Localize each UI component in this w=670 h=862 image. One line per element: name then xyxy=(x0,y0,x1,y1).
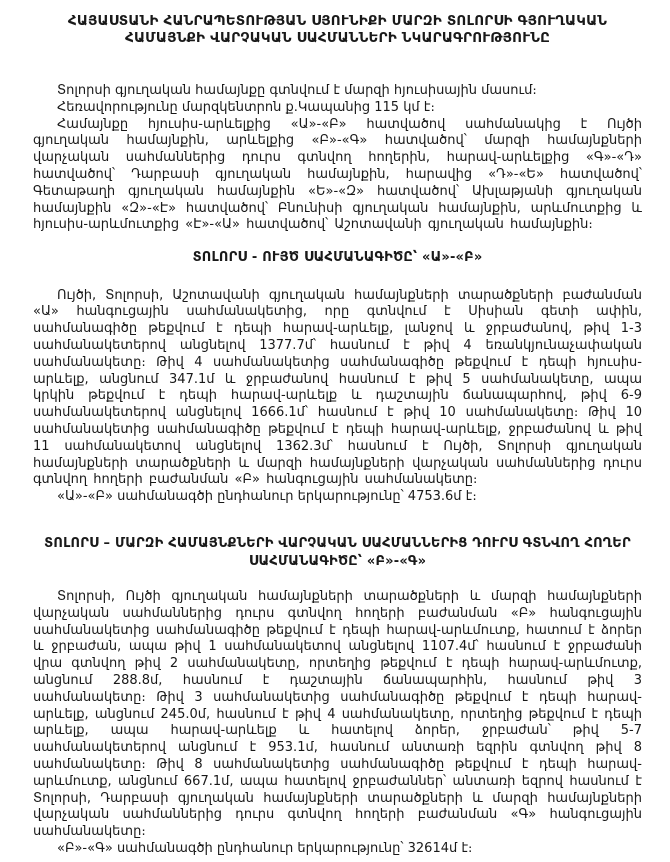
section1-total-length-line: «Ա»-«Բ» սահմանագծի ընդհանուր երկարությունը՝ 4753.6մ է։ xyxy=(57,489,477,505)
section1-body-paragraph: Ույծի, Տոլորսի, Աշոտավանի գյուղական համայնքների տարածքների բաժանման «Ա» հանգուցային սահմանակետից, որը գտնվում է Սիսիան գետի ափին, սահմանագիծը թեքվում է դեպի հարավ-արևելք, լանջով և ջրբաժանով, թիվ 1-3 սահմանակետերով անցնելով 1377.7մ՝ հասնում է թիվ 4 եռանկյունաչափական սահմանակետը։ Թիվ 4 սահմանակետից սահմանագիծը թեքվում է դեպի հյուսիս-արևելք, անցնում 347.1մ և ջրբաժանով հասնում է թիվ 5 սահմանակետը, ապա կրկին թեքվում է դեպի հարավ-արևելք և դաշտային ճանապարհով, թիվ 6-9 սահմանակետերով անցնելով 1666.1մ՝ հասնում է թիվ 10 սահմանակետը։ Թիվ 10 սահմանակետից սահմանագիծը թեքվում է դեպի հարավ-արևելք, ջրբաժանով և թիվ 11 սահմանակետով անցնելով 1362.3մ՝ հասնում է Ույծի, Տոլորսի գյուղական համայնքների տարածքների և մարզի համայնքների վարչական սահմաններից դուրս գտնվող հողերի բաժանման «Բ» հանգուցային սահմանակետը։ xyxy=(33,287,642,488)
document-title: ՀԱՅԱՍՏԱՆԻ ՀԱՆՐԱՊԵՏՈՒԹՅԱՆ ՍՅՈՒՆԻՔԻ ՄԱՐԶԻ ՏՈԼՈՐՍԻ ԳՅՈՒՂԱԿԱՆ ՀԱՄԱՅՆՔԻ ՎԱՐՉԱԿԱՆ ՍԱՀՄԱՆՆԵՐԻ ՆԿԱՐԱԳՐՈՒԹՅՈՒՆԸ xyxy=(67,13,608,46)
section2-total-length-line: «Բ»-«Գ» սահմանագծի ընդհանուր երկարությունը՝ 32614մ է։ xyxy=(57,840,473,856)
section1-heading: ՏՈԼՈՐՍ - ՈՒՅԾ ՍԱՀՄԱՆԱԳԻԾԸ՝ «Ա»-«Բ» xyxy=(192,250,483,266)
intro-borders-paragraph: Համայնքը հյուսիս-արևելքից «Ա»-«Բ» հատվածով սահմանակից է Ույծի գյուղական համայնքին, արևելքից «Բ»-«Գ» հատվածով՝ մարզի համայնքների վարչական սահմաններից դուրս գտնվող հողերին, հարավ-արևելքից «Գ»-«Դ» հատվածով՝ Դարբասի գյուղական համայնքին, հարավից «Դ»-«Ե» հատվածով՝ Գետաթաղի գյուղական համայնքին «Ե»-«Զ» հատվածով՝ Ախլաթյանի գյուղական համայնքին «Զ»-«Է» հատվածով՝ Բնունիսի գյուղական համայնքին, արևմուտքից և հյուսիս-արևմուտքից «Է»-«Ա» հատվածով՝ Աշոտավանի գյուղական համայնքին։ xyxy=(33,116,642,233)
intro-distance-line: Հեռավորությունը մարզկենտրոն ք.Կապանից 115 կմ է։ xyxy=(57,99,435,115)
section2-heading: ՏՈԼՈՐՍ – ՄԱՐԶԻ ՀԱՄԱՅՆՔՆԵՐԻ ՎԱՐՉԱԿԱՆ ՍԱՀՄԱՆՆԵՐԻՑ ԴՈՒՐՍ ԳՏՆՎՈՂ ՀՈՂԵՐ ՍԱՀՄԱՆԱԳԻԾԸ՝ «Բ»-«Գ» xyxy=(44,536,631,569)
intro-location-line: Տոլորսի գյուղական համայնքը գտնվում է մարզի հյուսիսային մասում։ xyxy=(57,83,537,98)
section2-body-paragraph: Տոլորսի, Ույծի գյուղական համայնքների տարածքների և մարզի համայնքների վարչական սահմաններից դուրս գտնվող հողերի բաժանման «Բ» հանգուցային սահմանակետից սահմանագիծը թեքվում է դեպի հարավ-արևմուտք, հատում է ձորեր և ջրբաժան, ապա թիվ 1 սահմանակետով անցնելով 1107.4մ՝ հասնում է ջրբաժանի վրա գտնվող թիվ 2 սահմանակետը, որտեղից թեքվում է դեպի հարավ-արևմուտք, անցնում 288.8մ, հասնում է դաշտային ճանապարհին, հասնում թիվ 3 սահմանակետը։ Թիվ 3 սահմանակետից սահմանագիծը թեքվում է դեպի հարավ-արևելք, անցնում 245.0մ, հասնում է թիվ 4 սահմանակետը, որտեղից թեքվում է դեպի արևելք, ապա հարավ-արևելք և հատելով ձորեր, ջրբաժան՝ թիվ 5-7 սահմանակետերով անցնում է 953.1մ, հասնում անտառի եզրին գտնվող թիվ 8 սահմանակետը։ Թիվ 8 սահմանակետից սահմանագիծը թեքվում է դեպի հարավ-արևմուտք, անցնում 667.1մ, ապա հատելով ջրբաժաններ՝ անտառի եզրով հասնում է Տոլորսի, Դարբասի գյուղական համայնքների տարածքների և մարզի համայնքների վարչական սահմաններից դուրս գտնվող հողերի բաժանման «Գ» հանգուցային սահմանակետը։ xyxy=(33,589,642,840)
